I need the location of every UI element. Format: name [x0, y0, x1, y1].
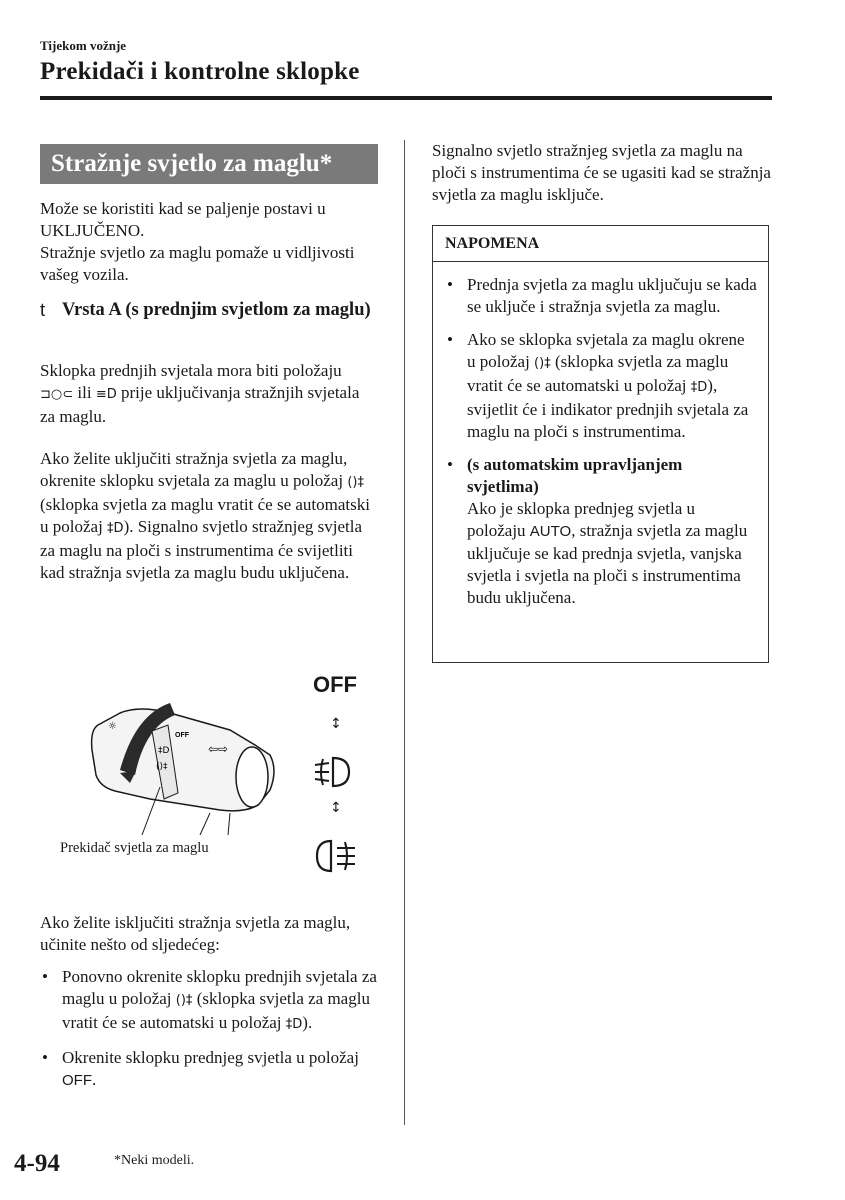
headlight-icon: ≡D [95, 387, 117, 402]
auto-inline-label: AUTO [529, 523, 572, 540]
text-run: ili [77, 383, 92, 402]
text-run: Ako se sklopka svjetala za maglu okrene u položaj [467, 330, 745, 371]
text-run: Sklopka prednjih svjetala mora biti položaju [40, 361, 342, 380]
switch-front-fog-mark: ‡D [158, 746, 170, 756]
subsection-title: Vrsta A (s prednjim svjetlom za maglu) [62, 300, 371, 320]
intro-paragraph-1: Može se koristiti kad se paljenje postavi u UKLJUČENO. [40, 199, 326, 240]
text-run: ). Signalno svjetlo stražnjeg svjetla za maglu na ploči s instrumentima će svijetliti kad stražnja svjetla za maglu budu uključena. [40, 517, 362, 582]
switch-light-mark: ☼ [108, 721, 117, 732]
paragraph-turn-on [40, 448, 380, 584]
rear-fog-icon: ()‡ [347, 475, 364, 490]
text-run: (sklopka svjetla za maglu vratit će se automatski u položaj [62, 989, 370, 1032]
subsection-heading [40, 298, 385, 322]
list-item [40, 1047, 380, 1092]
text-run: . [92, 1070, 97, 1089]
paragraph-switch-position [40, 360, 370, 428]
page-number: 4-94 [14, 1150, 60, 1177]
front-fog-icon [313, 755, 353, 789]
text-run: ), svijetlit će i indikator prednjih svjetala za maglu na ploči s instrumentima. [467, 376, 749, 441]
text-run: (sklopka svjetla za maglu vratit će se automatski u položaj [467, 352, 729, 395]
text-run: Ako želite uključiti stražnja svjetla za maglu, okrenite sklopku svjetala za maglu u položaj [40, 449, 348, 490]
list-item: • Prednja svjetla za maglu uključuju se kada se uključe i stražnja svjetla za maglu. [445, 274, 757, 318]
updown-arrow-icon: ↕ [330, 716, 342, 732]
off-position-label: OFF [313, 672, 357, 697]
parking-lights-icon: ⊐○⊂ [40, 387, 74, 402]
text-run: ). [302, 1013, 313, 1032]
front-fog-icon: ‡D [107, 521, 124, 536]
list-item [445, 454, 757, 609]
fog-switch-illustration [80, 695, 280, 835]
column-divider [404, 140, 405, 1125]
updown-arrow-icon: ↕ [330, 800, 342, 816]
text-run: Ponovno okrenite sklopku prednjih svjetala za maglu u položaj [62, 967, 377, 1008]
page-title: Prekidači i kontrolne sklopke [40, 58, 360, 85]
text-run: Okrenite sklopku prednjeg svjetla u položaj [62, 1048, 359, 1067]
note-box [432, 225, 769, 663]
turn-off-list [40, 966, 380, 1092]
rear-fog-icon: ()‡ [175, 993, 193, 1008]
front-fog-icon: ‡D [285, 1017, 303, 1032]
text-run: Ako je sklopka prednjeg svjetla u položaju [467, 499, 696, 540]
text-run: prije uključivanja stražnjih svjetala za maglu. [40, 383, 360, 426]
paragraph-turn-off: Ako želite isključiti stražnja svjetla za maglu, učinite nešto od sljedećeg: [40, 913, 351, 954]
section-kicker: Tijekom vožnje [40, 38, 127, 53]
paragraph-indicator-off: Signalno svjetlo stražnjeg svjetla za maglu na ploči s instrumentima će se ugasiti kad se stražnja svjetla za maglu isključe. [432, 141, 771, 204]
note-heading: NAPOMENA [433, 226, 768, 262]
subsection-marker: t [40, 299, 46, 320]
switch-off-mark: OFF [175, 732, 189, 739]
switch-turn-arrows: ⇦⇨ [208, 742, 229, 756]
intro-paragraph-2: Stražnje svjetlo za maglu pomaže u vidljivosti vašeg vozila. [40, 243, 355, 284]
section-heading: Stražnje svjetlo za maglu* [40, 144, 378, 184]
list-item [445, 329, 757, 443]
text-run: , stražnja svjetla za maglu uključuje se kad prednja svjetla, vanjska svjetla i svjetla na ploči s instrumentima budu uključena. [467, 521, 748, 607]
front-fog-icon: ‡D [690, 380, 708, 395]
list-item [40, 966, 380, 1036]
switch-rear-fog-mark: ()‡ [156, 762, 168, 772]
footnote: *Neki modeli. [114, 1153, 195, 1168]
off-inline-label: OFF [62, 1072, 92, 1089]
rear-fog-icon: ()‡ [534, 356, 551, 371]
note-item-heading: • (s automatskim upravljanjem svjetlima) [467, 455, 683, 496]
figure-caption: Prekidač svjetla za maglu [60, 840, 209, 856]
title-rule [40, 96, 772, 100]
intro-text [40, 198, 380, 286]
rear-fog-icon [313, 838, 357, 874]
text-run: (sklopka svjetla za maglu vratit će se automatski u položaj [40, 495, 370, 536]
note-list [445, 274, 757, 609]
